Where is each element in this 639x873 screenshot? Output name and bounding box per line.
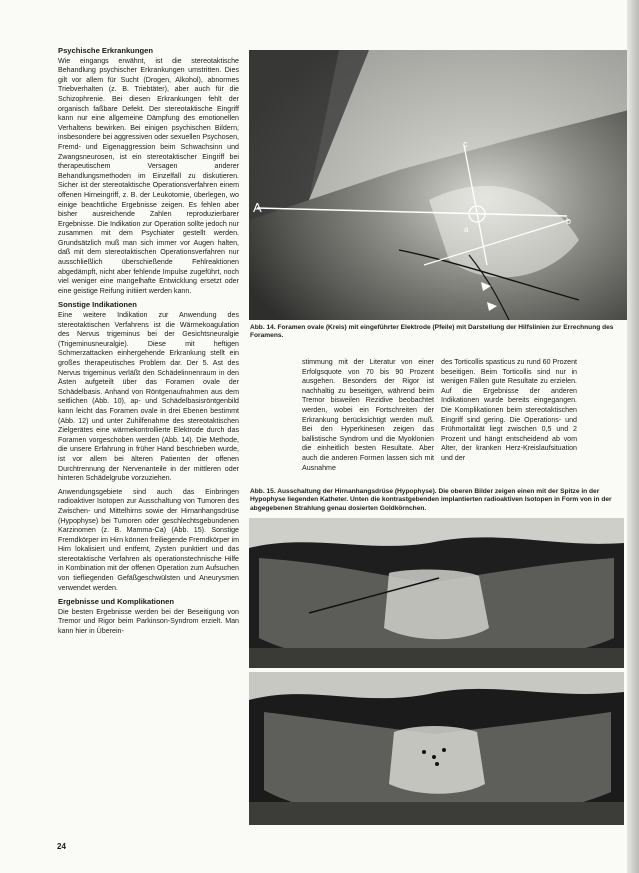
label-c: c (463, 139, 468, 149)
page-number: 24 (57, 842, 66, 851)
figure-15-xray-bottom (249, 672, 624, 825)
left-text-column (58, 46, 239, 641)
figure-15-top-image (249, 518, 624, 668)
figure-15-xray-top (249, 518, 624, 668)
paragraph-ergebnisse: Die besten Ergebnisse werden bei der Beseitigung von Tremor und Rigor beim Parkinson-Syndrom erzielt. Man kann hier in Überein- (58, 607, 239, 636)
paragraph-anwendung: Anwendungsgebiete sind auch das Einbringen radioaktiver Isotopen zur Ausschaltung von Tumoren des Zwischen- und Mittelhirns sowie der Hirnanhangsdrüse (Hypophyse) bei Tumoren oder geschlechtsgebundenen Karzinomen (z. B. Mamma-Ca) (Abb. 15). Sonstige Fremdkörper im Hirn können freiliegende Fremdkörper im Hirn lokalisiert und entfernt, Zysten punktiert und das stereotaktische Verfahren als operationstechnische Hilfe in Kombination mit der offenen Operation zum Aufsuchen von tiefliegenden Gefäßgeschwülsten und Aneurysmen verwendet werden. (58, 487, 239, 592)
right-text-column: des Torticollis spasticus zu rund 60 Prozent beseitigen. Beim Torticollis sind nur in wenigen Fällen gute Resultate zu erzielen. Auf die Ergebnisse der anderen Indikationen wurde bereits eingegangen. Die Komplikationen beim stereotaktischen Eingriff sind gering. Die Operations- und Frühmortalität liegt zwischen 0,5 und 2 Prozent und hängt entscheidend ab vom Alter, der kranken Herz-Kreislaufsituation und der (441, 358, 577, 462)
middle-text-column: stimmung mit der Literatur von einer Erfolgsquote von 70 bis 90 Prozent ausgehen. Besonders der Rigor ist nachhaltig zu beseitigen, während beim Tremor bisweilen Rezidive beobachtet werden, wobei ein Fortschreiten der Erkrankung berücksichtigt werden muß. Bei den Hyperkinesen zeigen das ballistische Syndrom und die Myoklonien die einheitlich besten Resultate. Aber auch die anderen Formen lassen sich mit Ausnahme (302, 358, 434, 472)
paragraph-psychische: Wie eingangs erwähnt, ist die stereotaktische Behandlung psychischer Erkrankungen umstritten. Dies gilt vor allem für Sucht (Drogen, Alkohol), abnormes Triebverhalten (z. B. Triebtäter), aber auch für die Schizophrenie. Bei diesen Erkrankungen fehlt der organisch faßbare Defekt. Der stereotaktische Eingriff kann nur eine allgemeine Dämpfung des emotionellen Verhaltens bewirken. Bei einigen psychischen Bildern, insbesondere bei aggressiven oder sexuellen Psychosen, Fremd- und Eigenaggression beim Schwachsinn und Zwangsneurosen, ist ein stereotaktischer Eingriff bei therapeutischem Versagen anderer Behandlungsmethoden im Einzelfall zu diskutieren. Sicher ist der stereotaktische Operationsverfahren einem offenen Hirneingriff, z. B. der Leukotomie, überlegen, wo einige beachtliche Ergebnisse zeigen. Es fehlen aber bisher ausreichende Zahlen reproduzierbarer Ergebnisse. Die Indikation zur Operation sollte jedoch nur zusammen mit dem Psychiater gestellt werden. Grundsätzlich muß man sich immer vor Augen halten, daß mit dem stereotaktischen Operationsverfahren nur ausschließlich überschießende Fehlreaktionen abgedämpft, nicht aber fehlende Impulse zugeführt, noch viel weniger eine mangelhafte Entwicklung ersetzt oder eine geistige Reifung initiiert werden kann. (58, 56, 240, 295)
label-b: b (566, 216, 572, 226)
heading-psychische: Psychische Erkrankungen (58, 46, 153, 55)
label-a-upper: A (253, 200, 262, 215)
figure-14-caption: Abb. 14. Foramen ovale (Kreis) mit eingeführter Elektrode (Pfeile) mit Darstellung der Hilfslinien zur Errechnung des Foramens. (250, 324, 614, 340)
paragraph-sonstige: Eine weitere Indikation zur Anwendung des stereotaktischen Verfahrens ist die Wärmekoagulation des Nervus trigeminus bei der Gesichtsneuralgie (Trigeminusneuralgie). Diese mit heftigen Schmerzattacken einhergehende Erkrankung stellt ein großes therapeutisches Problem dar. Der 5. Ast des Nervus trigeminus verläßt den Schädelinnenraum in den Ästen aufgeteilt über das Foramen ovale der Schädelbasis. Anhand von Röntgenaufnahmen aus dem seitlichen (Abb. 10), ap- und Schädelbasisröntgenbild kann leicht das Foramen ovale in drei Ebenen bestimmt (Abb. 12) und unter Zuhilfenahme des stereotaktischen Zielgerätes eine wärmekontrollierte Elektrode durch das Foramen vorgeschoben werden (Abb. 14). Die Methode, die unsere Erfahrung in früher Hand beschrieben wurde, ist vor allem bei älteren Patienten der offenen Durchtrennung der Nervenanteile in der mittleren oder hinteren Schädelgrube vorzuziehen. (58, 311, 239, 483)
figure-14-image (249, 50, 629, 320)
label-a-lower: a (464, 225, 469, 234)
figure-15-bottom-image (249, 672, 624, 825)
figure-15-caption: Abb. 15. Ausschaltung der Hirnanhangsdrüse (Hypophyse). Die oberen Bilder zeigen einen mit der Spitze in der Hypophyse liegenden Katheter. Unten die kontrastgebenden implantierten radioaktiven Isotopen in Form von in der abgegebenen Strahlung genau dosierten Goldkörnchen. (250, 488, 612, 512)
figure-14-xray (249, 50, 629, 320)
heading-ergebnisse: Ergebnisse und Komplikationen (58, 597, 175, 607)
page-edge-shadow (627, 0, 639, 873)
heading-sonstige: Sonstige Indikationen (58, 300, 137, 310)
